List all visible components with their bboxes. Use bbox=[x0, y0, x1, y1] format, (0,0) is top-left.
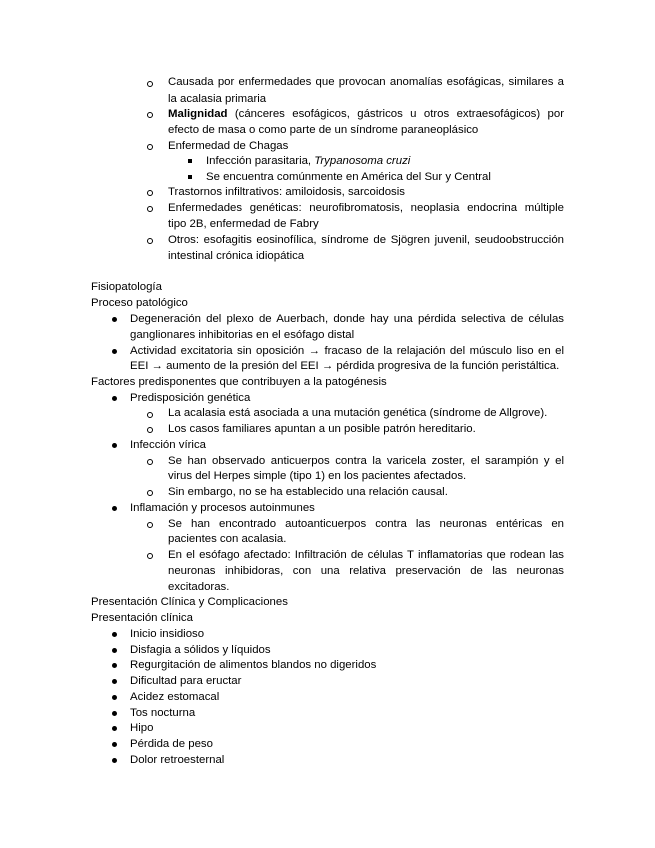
symptom-item: Tos nocturna bbox=[130, 706, 196, 719]
circle-bullet-icon bbox=[147, 144, 153, 150]
list-item-text: Trastornos infiltrativos: amiloidosis, sarcoidosis bbox=[168, 186, 405, 198]
list-item-text-rest: (cánceres esofágicos, gástricos u otros extraesofágicos) por bbox=[227, 108, 564, 120]
symptom-item: Inicio insidioso bbox=[130, 628, 205, 640]
list-item-text: Infección vírica bbox=[130, 439, 206, 451]
circle-bullet-icon bbox=[147, 81, 153, 87]
disc-bullet-icon bbox=[112, 679, 117, 684]
list-item-text: neuronas inhibidoras, con una relativa preservación de las neuronas bbox=[168, 565, 564, 577]
symptom-item: Hipo bbox=[130, 722, 154, 735]
list-item-text: Los casos familiares apuntan a un posible patrón hereditario. bbox=[168, 423, 476, 435]
disc-bullet-icon bbox=[112, 506, 117, 511]
disc-bullet-icon bbox=[112, 317, 117, 322]
list-item-text: intestinal crónica idiopática bbox=[168, 250, 305, 262]
text-fragment: Infección parasitaria, bbox=[206, 155, 315, 167]
list-item-text: Se han observado anticuerpos contra la varicela zoster, el sarampión y el bbox=[168, 455, 564, 467]
list-item-text: Se han encontrado autoanticuerpos contra las neuronas entéricas en bbox=[168, 518, 564, 530]
list-item-text: pacientes con acalasia. bbox=[168, 533, 287, 545]
list-item-text: EEI → aumento de la presión del EEI → pérdida progresiva de la función peristáltica. bbox=[130, 360, 560, 372]
disc-bullet-icon bbox=[112, 758, 117, 763]
section-heading: Fisiopatología bbox=[91, 281, 162, 293]
circle-bullet-icon bbox=[147, 412, 153, 418]
list-item-text bbox=[168, 107, 564, 121]
disc-bullet-icon bbox=[112, 726, 117, 731]
circle-bullet-icon bbox=[147, 427, 153, 433]
disc-bullet-icon bbox=[112, 711, 117, 716]
list-item-text: Predisposición genética bbox=[130, 392, 251, 404]
square-bullet-icon bbox=[188, 175, 192, 179]
subsection-heading: Factores predisponentes que contribuyen a la patogénesis bbox=[91, 376, 387, 388]
disc-bullet-icon bbox=[112, 443, 117, 448]
list-item-text: virus del Herpes simple (tipo 1) en los pacientes afectados. bbox=[168, 470, 467, 482]
square-bullet-icon bbox=[188, 159, 192, 163]
symptom-item: Pérdida de peso bbox=[130, 737, 213, 750]
disc-bullet-icon bbox=[112, 396, 117, 401]
symptom-item: Dolor retroesternal bbox=[130, 753, 225, 766]
list-item-text: Se encuentra comúnmente en América del Sur y Central bbox=[206, 171, 491, 183]
list-item-text: La acalasia está asociada a una mutación genética (síndrome de Allgrove). bbox=[168, 407, 548, 419]
circle-bullet-icon bbox=[147, 190, 153, 196]
subsection-heading: Proceso patológico bbox=[91, 297, 188, 309]
list-item-text: Inflamación y procesos autoinmunes bbox=[130, 502, 315, 514]
list-item-text: Enfermedades genéticas: neurofibromatosis, neoplasia endocrina múltiple bbox=[168, 202, 564, 214]
list-item-text: Otros: esofagitis eosinofílica, síndrome de Sjögren juvenil, seudoobstrucción bbox=[168, 234, 564, 246]
symptom-item: Regurgitación de alimentos blandos no digeridos bbox=[130, 659, 377, 672]
list-item-text: Sin embargo, no se ha establecido una relación causal. bbox=[168, 486, 448, 498]
list-item-text: la acalasia primaria bbox=[168, 93, 267, 105]
circle-bullet-icon bbox=[147, 238, 153, 244]
disc-bullet-icon bbox=[112, 632, 117, 637]
disc-bullet-icon bbox=[112, 663, 117, 668]
list-item-text: Actividad excitatoria sin oposición → fracaso de la relajación del músculo liso en el bbox=[130, 345, 564, 357]
list-item-text: tipo 2B, enfermedad de Fabry bbox=[168, 218, 319, 230]
species-name: Trypanosoma cruzi bbox=[314, 155, 411, 167]
list-item-text: Degeneración del plexo de Auerbach, donde hay una pérdida selectiva de células bbox=[130, 313, 564, 325]
list-item-text: ganglionares inhibitorias en el esófago distal bbox=[130, 329, 355, 341]
list-item-text: En el esófago afectado: Infiltración de células T inflamatorias que rodean las bbox=[168, 549, 564, 561]
circle-bullet-icon bbox=[147, 459, 153, 465]
section-heading: Presentación Clínica y Complicaciones bbox=[91, 596, 288, 608]
list-item-text: excitadoras. bbox=[168, 581, 230, 593]
circle-bullet-icon bbox=[147, 206, 153, 212]
symptom-item: Dificultad para eructar bbox=[130, 675, 242, 688]
symptom-item: Acidez estomacal bbox=[130, 690, 220, 703]
bold-term: Malignidad bbox=[168, 108, 228, 120]
disc-bullet-icon bbox=[112, 648, 117, 653]
list-item-text: Enfermedad de Chagas bbox=[168, 140, 289, 152]
list-item-text: efecto de masa o como parte de un síndrome paraneoplásico bbox=[168, 124, 479, 136]
circle-bullet-icon bbox=[147, 522, 153, 528]
list-item-text bbox=[206, 154, 410, 168]
disc-bullet-icon bbox=[112, 695, 117, 700]
disc-bullet-icon bbox=[112, 349, 117, 354]
symptom-item: Disfagia a sólidos y líquidos bbox=[130, 643, 271, 656]
subsection-heading: Presentación clínica bbox=[91, 612, 193, 624]
circle-bullet-icon bbox=[147, 553, 153, 559]
circle-bullet-icon bbox=[147, 112, 153, 118]
list-item-text: Causada por enfermedades que provocan anomalías esofágicas, similares a bbox=[168, 76, 564, 88]
circle-bullet-icon bbox=[147, 490, 153, 496]
disc-bullet-icon bbox=[112, 742, 117, 747]
